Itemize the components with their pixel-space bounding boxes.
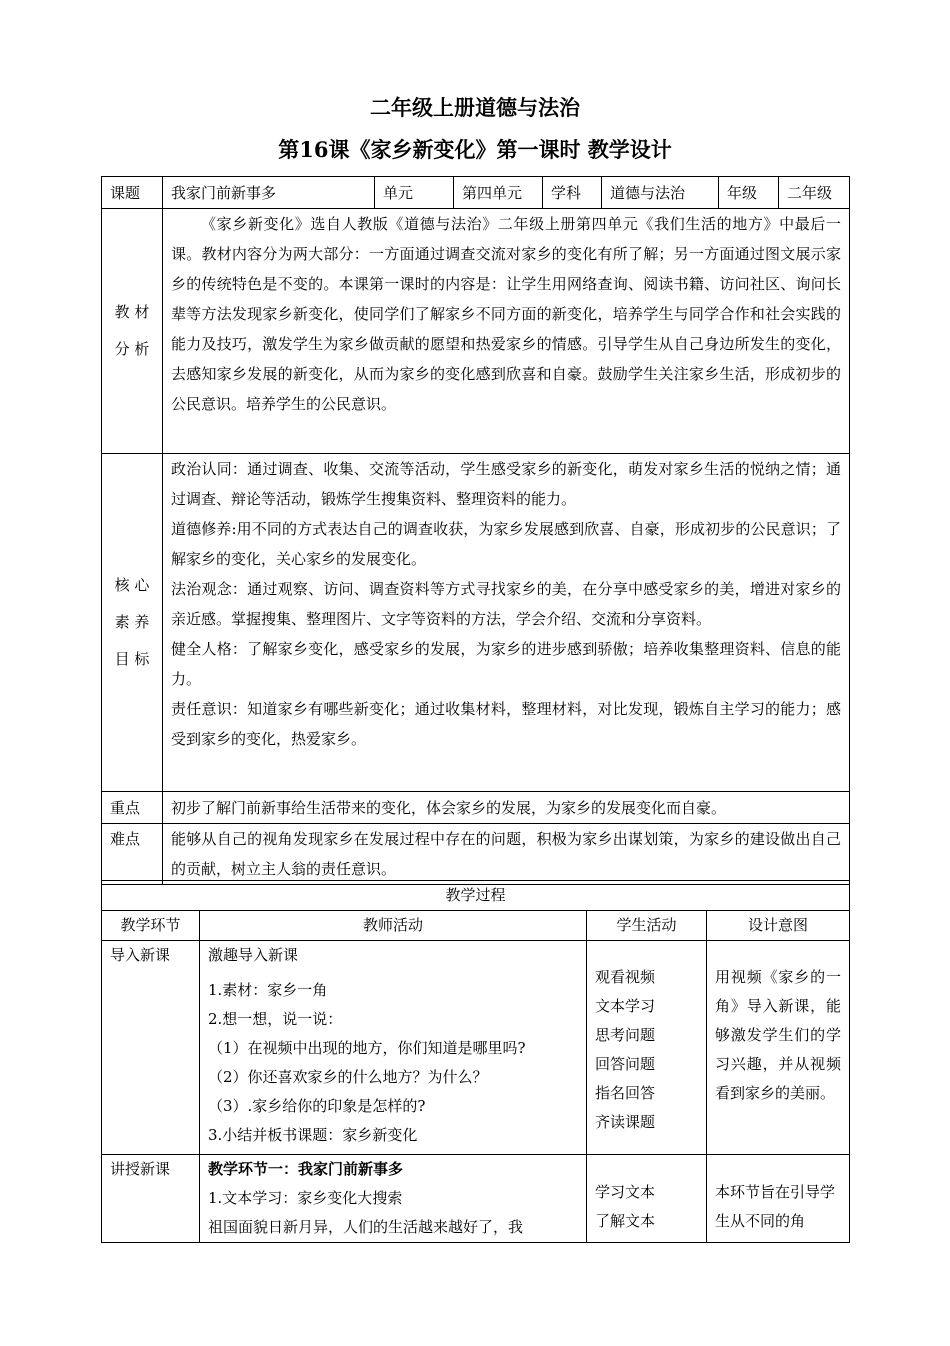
- topic-label: 课题: [102, 177, 163, 209]
- intent-cell: 用视频《家乡的一角》导入新课，能够激发学生们的学习兴趣，并从视频看到家乡的美丽。: [707, 941, 850, 1155]
- goal-personality: 健全人格：了解家乡变化，感受家乡的发展，为家乡的进步感到骄傲；培养收集整理资料、信息的能力。: [171, 640, 841, 688]
- core-goals-label: 核 心 素 养 目 标: [102, 454, 163, 792]
- table-row: [102, 941, 850, 1155]
- document-title: 二年级上册道德与法治: [370, 95, 580, 120]
- col-stage: 教学环节: [102, 911, 200, 941]
- textbook-analysis-text: 《家乡新变化》选自人教版《道德与法治》二年级上册第四单元《我们生活的地方》中最后一课。教材内容分为两大部分：一方面通过调查交流对家乡的变化有所了解；另一方面通过图文展示家乡的传统特色是不变的。本课第一课时的内容是：让学生用网络查询、阅读书籍、访问社区、询问长辈等方法发现家乡新变化，使同学们了解家乡不同方面的新变化，培养学生与同学合作和社会实践的能力及技巧，激发学生为家乡做贡献的愿望和热爱家乡的情感。引导学生从自己身边所发生的变化，去感知家乡发展的新变化，从而为家乡的变化感到欣喜和自豪。鼓励学生关注家乡生活，形成初步的公民意识。培养学生的公民意识。: [163, 209, 850, 454]
- goal-law: 法治观念：通过观察、访问、调查资料等方式寻找家乡的美，在分享中感受家乡的美，增进对家乡的亲近感。掌握搜集、整理图片、文字等资料的方法，学会介绍、交流和分享资料。: [171, 580, 841, 628]
- goal-political: 政治认同：通过调查、收集、交流等活动，学生感受家乡的新变化，萌发对家乡生活的悦纳之情；通过调查、辩论等活动，锻炼学生搜集资料、整理资料的能力。: [171, 460, 841, 508]
- teaching-process-table: [101, 880, 850, 1243]
- subject-label: 学科: [543, 177, 602, 209]
- goal-responsibility: 责任意识：知道家乡有哪些新变化；通过收集材料，整理材料，对比发现，锻炼自主学习的能力；感受到家乡的变化，热爱家乡。: [171, 700, 841, 748]
- subject-value: 道德与法治: [602, 177, 719, 209]
- topic-value: 我家门前新事多: [163, 177, 375, 209]
- textbook-analysis-label: 教 材 分 析: [102, 209, 163, 454]
- stage-cell: 讲授新课: [102, 1155, 200, 1243]
- difficulty-text: 能够从自己的视角发现家乡在发展过程中存在的问题，积极为家乡出谋划策，为家乡的建设做出自己的贡献，树立主人翁的责任意识。: [163, 824, 850, 885]
- goal-moral: 道德修养:用不同的方式表达自己的调查收获，为家乡发展感到欣喜、自豪，形成初步的公民意识；了解家乡的变化，关心家乡的发展变化。: [171, 520, 841, 568]
- lesson-title: 第16课《家乡新变化》第一课时 教学设计: [278, 137, 672, 162]
- teacher-cell: 教学环节一：我家门前新事多 1.文本学习：家乡变化大搜索 祖国面貌日新月异，人们的生活越来越好了，我: [200, 1155, 587, 1243]
- core-goals-text: [163, 454, 850, 792]
- col-intent: 设计意图: [707, 911, 850, 941]
- grade-value: 二年级: [779, 177, 850, 209]
- col-student: 学生活动: [587, 911, 707, 941]
- lesson-info-table: [101, 176, 850, 885]
- unit-value: 第四单元: [454, 177, 543, 209]
- grade-label: 年级: [719, 177, 779, 209]
- intent-cell: 本环节旨在引导学生从不同的角: [707, 1155, 850, 1243]
- teacher-cell: 激趣导入新课 1.素材：家乡一角 2.想一想，说一说： （1）在视频中出现的地方，你们知道是哪里吗? （2）你还喜欢家乡的什么地方？为什么？ （3）.家乡给你的印象是怎样的? 3.小结并板书课题：家乡新变化: [200, 941, 587, 1155]
- difficulty-label: 难点: [102, 824, 163, 885]
- col-teacher: 教师活动: [200, 911, 587, 941]
- student-cell: 观看视频 文本学习 思考问题 回答问题 指名回答 齐读课题: [587, 941, 707, 1155]
- key-point-text: 初步了解门前新事给生活带来的变化，体会家乡的发展，为家乡的发展变化而自豪。: [163, 792, 850, 824]
- student-cell: 学习文本 了解文本: [587, 1155, 707, 1243]
- table-row: [102, 1155, 850, 1243]
- process-header: 教学过程: [102, 881, 850, 911]
- unit-label: 单元: [375, 177, 454, 209]
- key-point-label: 重点: [102, 792, 163, 824]
- stage-cell: 导入新课: [102, 941, 200, 1155]
